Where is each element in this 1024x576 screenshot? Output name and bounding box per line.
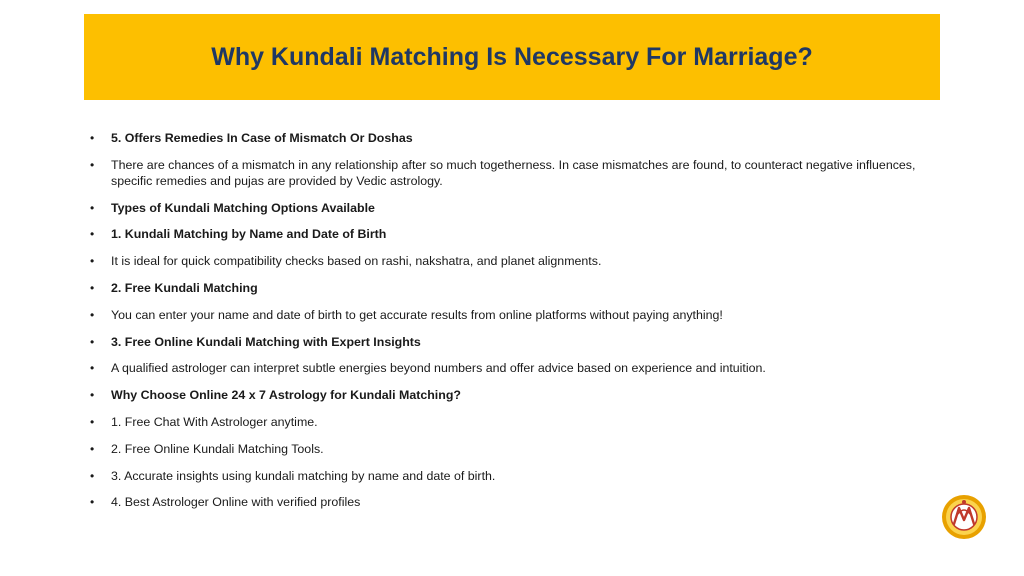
bullet-item: [90, 441, 940, 457]
bullet-dot: •: [90, 334, 95, 349]
title-banner: [84, 14, 940, 100]
page-title: Why Kundali Matching Is Necessary For Marriage?: [211, 42, 813, 71]
bullet-text: You can enter your name and date of birth to get accurate results from online platforms without paying anything!: [111, 307, 723, 322]
bullet-heading: [90, 226, 940, 242]
bullet-text: There are chances of a mismatch in any relationship after so much togetherness. In case mismatches are found, to counteract negative influences, specific remedies and pujas are provided by Vedic astrology.: [111, 157, 916, 188]
bullet-dot: •: [90, 227, 95, 242]
bullet-dot: •: [90, 468, 95, 483]
bullet-text: Why Choose Online 24 x 7 Astrology for Kundali Matching?: [111, 388, 461, 403]
bullet-item: [90, 307, 940, 323]
bullet-text: 4. Best Astrologer Online with verified profiles: [111, 495, 361, 510]
bullet-dot: •: [90, 441, 95, 456]
bullet-text: 3. Accurate insights using kundali matching by name and date of birth.: [111, 468, 496, 483]
bullet-heading: [90, 280, 940, 296]
bullet-dot: •: [90, 414, 95, 429]
bullet-text: 2. Free Online Kundali Matching Tools.: [111, 441, 324, 456]
bullet-heading: [90, 387, 940, 403]
bullet-dot: •: [90, 157, 95, 172]
bullet-item: [90, 494, 940, 510]
bullet-dot: •: [90, 131, 95, 145]
bullet-heading: [90, 130, 940, 146]
bullet-heading: [90, 334, 940, 350]
bullet-text: It is ideal for quick compatibility checks based on rashi, nakshatra, and planet alignments.: [111, 254, 602, 269]
bullet-item: [90, 157, 940, 189]
bullet-text: 2. Free Kundali Matching: [111, 280, 258, 295]
bullet-dot: •: [90, 388, 95, 403]
bullet-item: [90, 360, 940, 376]
bullet-item: [90, 253, 940, 269]
bullet-dot: •: [90, 361, 95, 376]
bullet-dot: •: [90, 200, 95, 215]
bullet-dot: •: [90, 495, 95, 510]
bullet-item: [90, 468, 940, 484]
bullet-text: 1. Free Chat With Astrologer anytime.: [111, 414, 318, 429]
astrology-logo-icon: [941, 494, 987, 540]
bullet-text: Types of Kundali Matching Options Available: [111, 200, 375, 215]
bullet-list: [90, 130, 940, 521]
bullet-item: [90, 414, 940, 430]
bullet-text: A qualified astrologer can interpret subtle energies beyond numbers and offer advice based on experience and intuition.: [111, 361, 766, 376]
bullet-dot: •: [90, 307, 95, 322]
bullet-dot: •: [90, 280, 95, 295]
bullet-text: 1. Kundali Matching by Name and Date of Birth: [111, 227, 387, 242]
bullet-text: 3. Free Online Kundali Matching with Expert Insights: [111, 334, 421, 349]
bullet-dot: •: [90, 254, 95, 269]
bullet-heading: [90, 200, 940, 216]
bullet-text: 5. Offers Remedies In Case of Mismatch Or Doshas: [111, 131, 413, 145]
